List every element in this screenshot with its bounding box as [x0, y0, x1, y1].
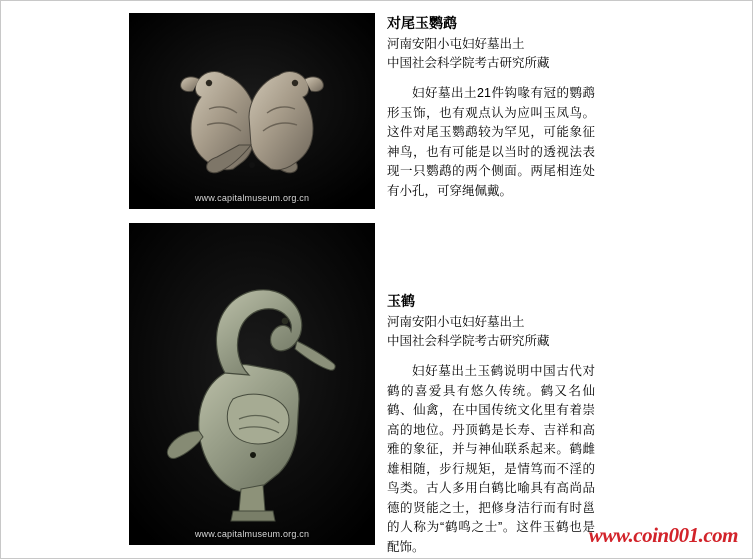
artifact-description: 妇好墓出土21件钩喙有冠的鹦鹉形玉饰，也有观点认为应叫玉凤鸟。这件对尾玉鹦鹉较为罕见，可能象征神鸟，也有可能是以当时的透视法表现一只鹦鹉的两个侧面。两尾相连处有小孔，可穿绳佩戴。 [387, 86, 595, 198]
crane-jade-silhouette [129, 223, 375, 545]
artifact-description: 妇好墓出土玉鹤说明中国古代对鹤的喜爱具有悠久传统。鹤又名仙鹤、仙禽，在中国传统文化里有着崇高的地位。丹顶鹤是长寿、吉祥和高雅的象征，并与神仙联系起来。鹤雌雄相随，步行规矩，是情笃而不淫的鸟类。古人多用白鹤比喻具有高尚品德的贤能之士，把修身洁行而有时邕的人称为“鹤鸣之士”。这件玉鹤也是配饰。 [387, 364, 595, 554]
artifact-photo-parrot [129, 13, 375, 209]
artifact-collection: 中国社会科学院考古研究所藏 [387, 334, 550, 348]
artifact-text-column [387, 13, 595, 201]
artifact-collection: 中国社会科学院考古研究所藏 [387, 56, 550, 70]
artifact-text-column [387, 291, 595, 557]
artifact-entry [129, 13, 595, 209]
image-watermark: www.capitalmuseum.org.cn [194, 193, 310, 203]
site-watermark: www.coin001.com [588, 523, 738, 547]
artifact-title: 玉鹤 [387, 293, 415, 309]
artifact-title: 对尾玉鹦鹉 [387, 15, 457, 31]
artifact-provenance: 河南安阳小屯妇好墓出土 [387, 37, 525, 51]
artifact-photo-crane [129, 223, 375, 545]
artifact-entry [129, 223, 595, 557]
image-watermark: www.capitalmuseum.org.cn [194, 529, 310, 539]
parrot-jade-silhouette [129, 13, 375, 209]
artifact-provenance: 河南安阳小屯妇好墓出土 [387, 315, 525, 329]
